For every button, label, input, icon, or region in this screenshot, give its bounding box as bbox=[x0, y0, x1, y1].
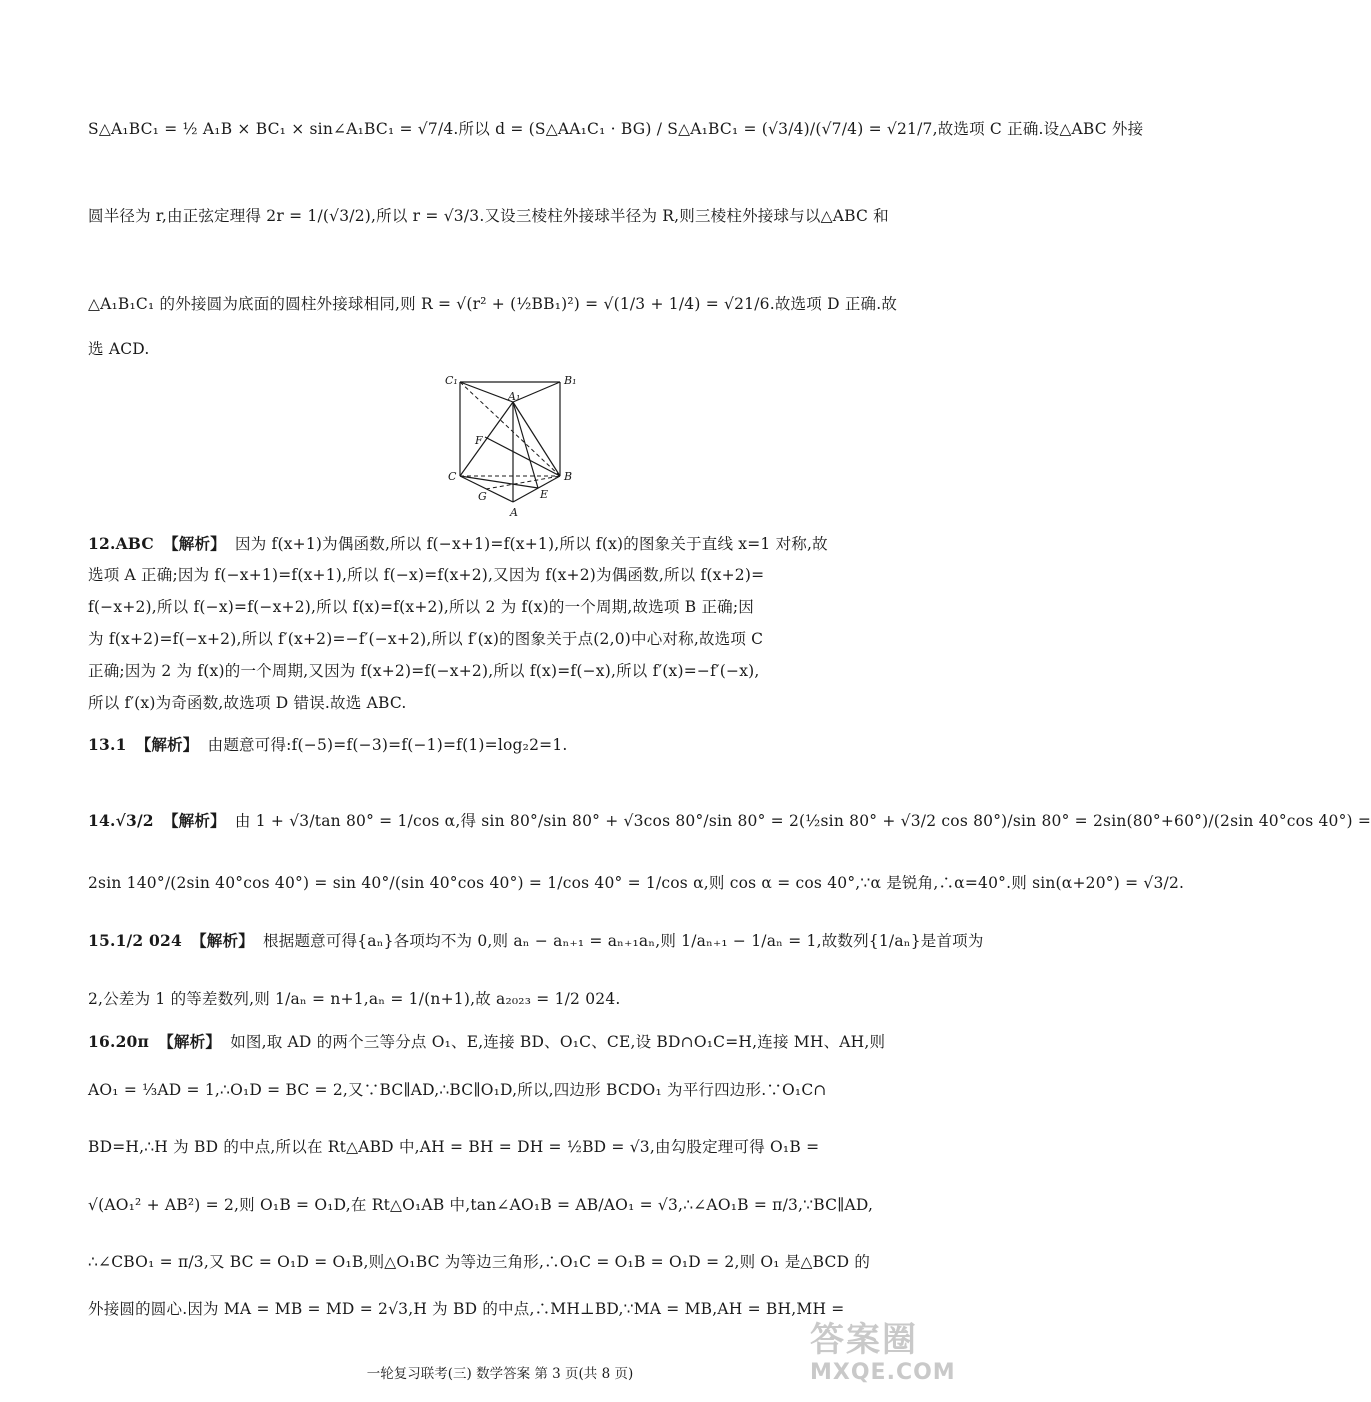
q16-line bbox=[88, 1031, 918, 1053]
q15-text: 根据题意可得{aₙ}各项均不为 0,则 aₙ − aₙ₊₁ = aₙ₊₁aₙ,则 1/aₙ₊₁ − 1/aₙ = 1,故数列{1/aₙ}是首项为 bbox=[263, 932, 984, 950]
q14-line bbox=[88, 810, 1371, 832]
label-b1: B₁ bbox=[564, 374, 577, 387]
q13-line bbox=[88, 734, 918, 756]
q16-tag: 【解析】 bbox=[158, 1032, 222, 1051]
prism-figure bbox=[440, 372, 590, 522]
q12-line bbox=[88, 533, 918, 555]
label-a: A bbox=[510, 506, 518, 519]
q15-line: 2,公差为 1 的等差数列,则 1/aₙ = n+1,aₙ = 1/(n+1),故 a₂₀₂₃ = 1/2 024. bbox=[88, 990, 621, 1008]
q14-text: 由 1 + √3/tan 80° = 1/cos α,得 sin 80°/sin 80° + √3cos 80°/sin 80° = 2(½sin 80° + √3/2 cos 80°)/sin 80° = 2sin(80°+60°)/(2sin 40°cos 40°) = bbox=[234, 812, 1371, 830]
q15-line bbox=[88, 930, 984, 952]
watermark-url: MXQE.COM bbox=[810, 1360, 956, 1385]
q14-tag: 【解析】 bbox=[162, 811, 226, 830]
text-line: 选 ACD. bbox=[88, 340, 150, 358]
q16-text: 如图,取 AD 的两个三等分点 O₁、E,连接 BD、O₁C、CE,设 BD∩O₁C=H,连接 MH、AH,则 bbox=[230, 1033, 886, 1051]
q16-line: 外接圆的圆心.因为 MA = MB = MD = 2√3,H 为 BD 的中点,∴MH⊥BD,∵MA = MB,AH = BH,MH = bbox=[88, 1300, 845, 1318]
q16-line: √(AO₁² + AB²) = 2,则 O₁B = O₁D,在 Rt△O₁AB 中,tan∠AO₁B = AB/AO₁ = √3,∴∠AO₁B = π/3,∵BC∥AD, bbox=[88, 1196, 874, 1214]
q16-line: ∴∠CBO₁ = π/3,又 BC = O₁D = O₁B,则△O₁BC 为等边三角形,∴O₁C = O₁B = O₁D = 2,则 O₁ 是△BCD 的 bbox=[88, 1253, 871, 1271]
text-line: S△A₁BC₁ = ½ A₁B × BC₁ × sin∠A₁BC₁ = √7/4.所以 d = (S△AA₁C₁ · BG) / S△A₁BC₁ = (√3/4)/(√7/4) = √21/7,故选项 C 正确.设△ABC 外接 bbox=[88, 120, 1144, 138]
label-g: G bbox=[478, 490, 487, 503]
q12-line: 为 f(x+2)=f(−x+2),所以 f′(x+2)=−f′(−x+2),所以 f′(x)的图象关于点(2,0)中心对称,故选项 C bbox=[88, 630, 764, 648]
q14-line: 2sin 140°/(2sin 40°cos 40°) = sin 40°/(sin 40°cos 40°) = 1/cos 40° = 1/cos α,则 cos α = cos 40°,∵α 是锐角,∴α=40°.则 sin(α+20°) = √3/2. bbox=[88, 874, 1185, 892]
q15-number: 15.1/2 024 bbox=[88, 931, 182, 950]
q14-number: 14.√3/2 bbox=[88, 811, 154, 830]
q12-tag: 【解析】 bbox=[163, 534, 226, 553]
label-a1: A₁ bbox=[508, 390, 521, 403]
label-e: E bbox=[540, 488, 549, 501]
q12-line: 选项 A 正确;因为 f(−x+1)=f(x+1),所以 f(−x)=f(x+2),又因为 f(x+2)为偶函数,所以 f(x+2)= bbox=[88, 566, 765, 584]
q15-tag: 【解析】 bbox=[191, 931, 254, 950]
label-c: C bbox=[448, 470, 457, 483]
q16-line: AO₁ = ⅓AD = 1,∴O₁D = BC = 2,又∵BC∥AD,∴BC∥O₁D,所以,四边形 BCDO₁ 为平行四边形.∵O₁C∩ bbox=[88, 1081, 827, 1099]
text-line: 圆半径为 r,由正弦定理得 2r = 1/(√3/2),所以 r = √3/3.又设三棱柱外接球半径为 R,则三棱柱外接球与以△ABC 和 bbox=[88, 207, 889, 225]
text-line: △A₁B₁C₁ 的外接圆为底面的圆柱外接球相同,则 R = √(r² + (½BB₁)²) = √(1/3 + 1/4) = √21/6.故选项 D 正确.故 bbox=[88, 295, 898, 313]
q13-number: 13.1 bbox=[88, 735, 127, 754]
q16-line: BD=H,∴H 为 BD 的中点,所以在 Rt△ABD 中,AH = BH = DH = ½BD = √3,由勾股定理可得 O₁B = bbox=[88, 1138, 820, 1156]
q12-line: 所以 f′(x)为奇函数,故选项 D 错误.故选 ABC. bbox=[88, 694, 407, 712]
page-footer: 一轮复习联考(三) 数学答案 第 3 页(共 8 页) bbox=[366, 1366, 634, 1382]
label-c1: C₁ bbox=[445, 374, 458, 387]
watermark-title: 答案圈 bbox=[810, 1320, 918, 1360]
prism-diagram bbox=[440, 372, 590, 522]
q13-text: 由题意可得:f(−5)=f(−3)=f(−1)=f(1)=log₂2=1. bbox=[207, 736, 568, 754]
q13-tag: 【解析】 bbox=[135, 735, 199, 754]
q12-line: f(−x+2),所以 f(−x)=f(−x+2),所以 f(x)=f(x+2),所以 2 为 f(x)的一个周期,故选项 B 正确;因 bbox=[88, 598, 754, 616]
label-f: F bbox=[475, 434, 483, 447]
q16-number: 16.20π bbox=[88, 1032, 150, 1051]
q12-number: 12.ABC bbox=[88, 534, 154, 553]
q12-text: 因为 f(x+1)为偶函数,所以 f(−x+1)=f(x+1),所以 f(x)的图象关于直线 x=1 对称,故 bbox=[235, 535, 828, 553]
label-b: B bbox=[564, 470, 573, 483]
q12-line: 正确;因为 2 为 f(x)的一个周期,又因为 f(x+2)=f(−x+2),所以 f(x)=f(−x),所以 f′(x)=−f′(−x), bbox=[88, 662, 760, 680]
watermark-logo bbox=[810, 1320, 990, 1396]
